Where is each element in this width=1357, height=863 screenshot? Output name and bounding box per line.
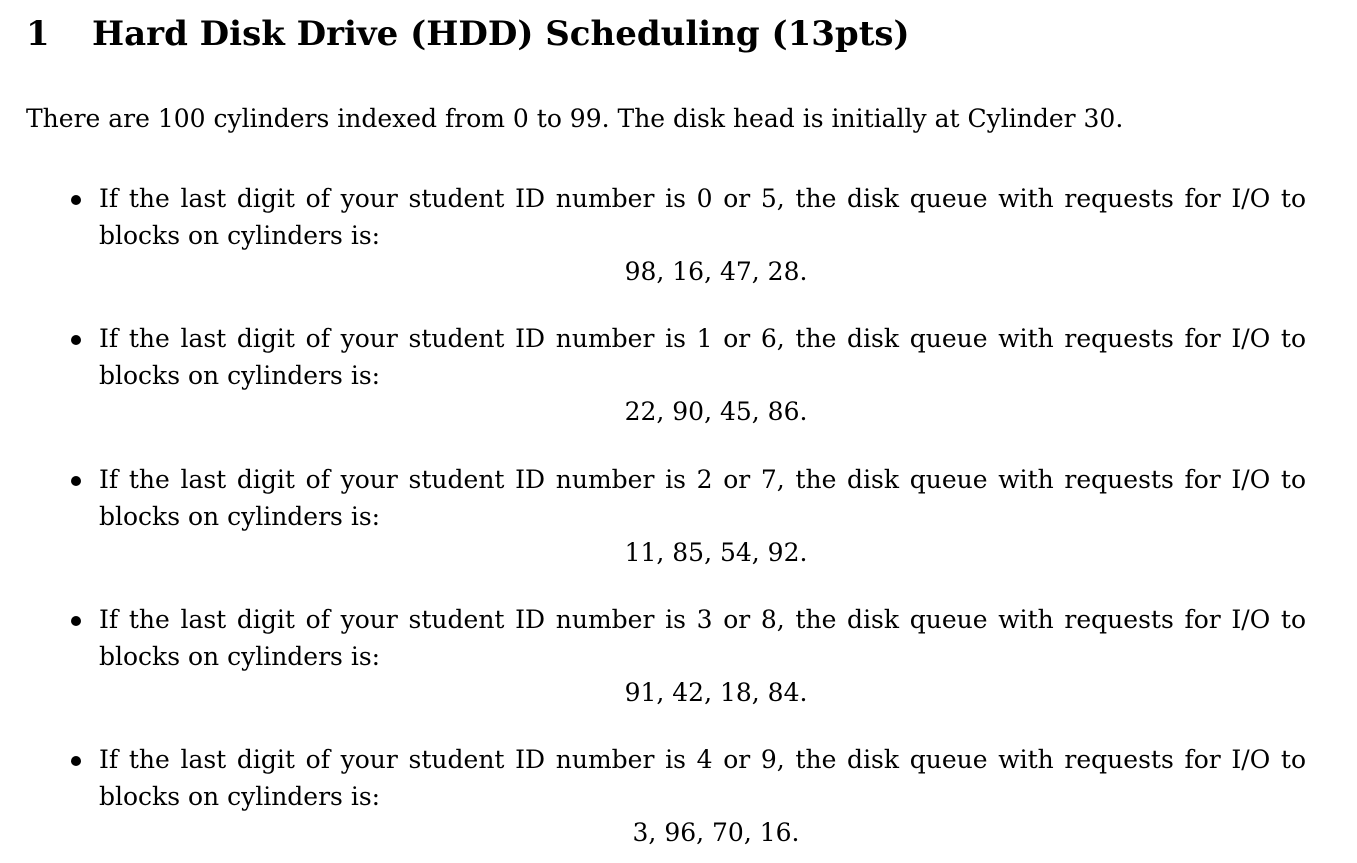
cylinder-queue: 11, 85, 54, 92. [624,538,808,567]
list-item [0,320,1357,440]
section-number: 1 [26,14,50,54]
bullet-icon [71,616,81,626]
list-item [0,741,1357,861]
list-item [0,180,1357,300]
bullet-text: If the last digit of your student ID number is 4 or 9, the disk queue with requests for I/O to blocks on cylinders is: [99,745,1306,811]
bullet-icon [71,195,81,205]
bullet-icon [71,335,81,345]
bullet-text: If the last digit of your student ID number is 3 or 8, the disk queue with requests for I/O to blocks on cylinders is: [99,605,1306,671]
intro-paragraph: There are 100 cylinders indexed from 0 to 99. The disk head is initially at Cylinder 30. [26,104,1124,133]
cylinder-queue: 22, 90, 45, 86. [624,397,808,426]
bullet-icon [71,756,81,766]
list-item [0,461,1357,581]
bullet-text: If the last digit of your student ID number is 2 or 7, the disk queue with requests for I/O to blocks on cylinders is: [99,465,1306,531]
cylinder-queue: 98, 16, 47, 28. [624,257,808,286]
cylinder-queue: 3, 96, 70, 16. [632,818,800,847]
section-heading [26,12,910,56]
section-title: Hard Disk Drive (HDD) Scheduling (13pts) [92,14,910,54]
list-item [0,601,1357,721]
bullet-text: If the last digit of your student ID number is 1 or 6, the disk queue with requests for I/O to blocks on cylinders is: [99,324,1306,390]
bullet-text: If the last digit of your student ID number is 0 or 5, the disk queue with requests for I/O to blocks on cylinders is: [99,184,1306,250]
cylinder-queue: 91, 42, 18, 84. [624,678,808,707]
bullet-icon [71,476,81,486]
